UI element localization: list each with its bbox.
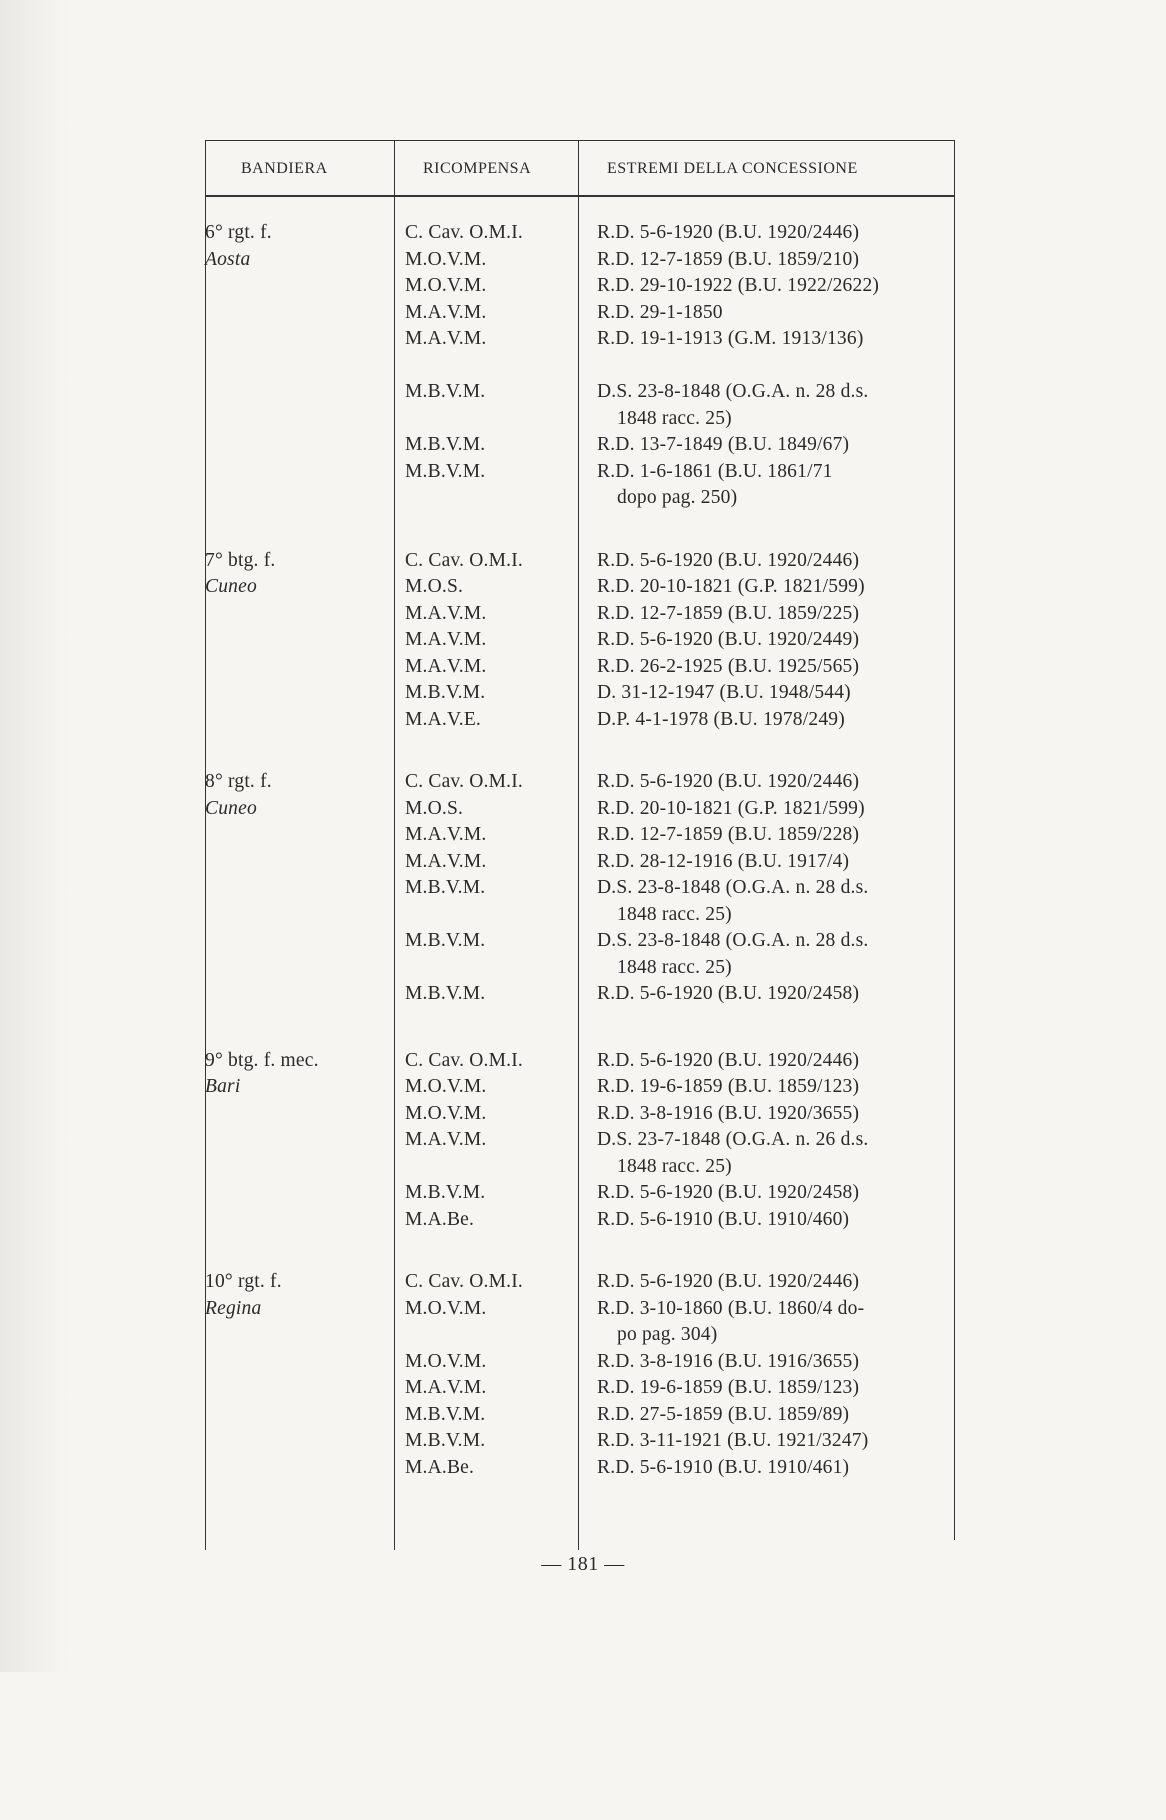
- concession-reference: dopo pag. 250): [617, 487, 738, 508]
- award-name: M.B.V.M.: [405, 930, 486, 951]
- header-estremi: ESTREMI DELLA CONCESSIONE: [607, 160, 858, 177]
- concession-reference: R.D. 5-6-1920 (B.U. 1920/2446): [597, 1271, 860, 1292]
- award-name: M.O.V.M.: [405, 1076, 487, 1097]
- concession-reference: D.S. 23-8-1848 (O.G.A. n. 28 d.s.: [597, 381, 869, 402]
- concession-reference: R.D. 5-6-1920 (B.U. 1920/2458): [597, 983, 860, 1004]
- award-name: M.B.V.M.: [405, 381, 486, 402]
- award-name: M.A.Be.: [405, 1456, 475, 1478]
- unit-place: Regina: [205, 1297, 262, 1319]
- concession-reference: D.P. 4-1-1978 (B.U. 1978/249): [597, 708, 845, 730]
- concession-reference: R.D. 19-6-1859 (B.U. 1859/123): [597, 1377, 860, 1398]
- unit-place: Bari: [205, 1076, 241, 1097]
- row-spacer: [405, 1322, 565, 1349]
- concession-reference: R.D. 28-12-1916 (B.U. 1917/4): [597, 850, 850, 872]
- award-name: M.O.V.M.: [405, 1350, 487, 1372]
- concession-reference: R.D. 5-6-1910 (B.U. 1910/460): [597, 1208, 850, 1230]
- unit-place: Cuneo: [205, 576, 257, 597]
- concession-reference: R.D. 5-6-1920 (B.U. 1920/2446): [597, 771, 860, 792]
- concession-reference: R.D. 5-6-1920 (B.U. 1920/2458): [597, 1182, 860, 1203]
- row-spacer: [405, 955, 565, 982]
- unit-name: 10° rgt. f.: [205, 1271, 282, 1292]
- concession-reference: R.D. 19-6-1859 (B.U. 1859/123): [597, 1076, 860, 1097]
- concession-reference: R.D. 5-6-1920 (B.U. 1920/2446): [597, 222, 860, 243]
- award-name: M.A.V.M.: [405, 850, 487, 872]
- award-name: M.O.S.: [405, 797, 464, 819]
- header-bandiera: BANDIERA: [241, 160, 328, 177]
- concession-reference: R.D. 20-10-1821 (G.P. 1821/599): [597, 576, 865, 597]
- row-spacer: [405, 485, 565, 512]
- concession-reference: 1848 racc. 25): [617, 1155, 732, 1177]
- ricompensa-cell: [405, 769, 565, 1008]
- concession-reference: R.D. 5-6-1910 (B.U. 1910/461): [597, 1456, 850, 1478]
- row-spacer: [405, 902, 565, 929]
- concession-reference: R.D. 3-8-1916 (B.U. 1916/3655): [597, 1350, 860, 1372]
- concession-reference: 1848 racc. 25): [617, 903, 732, 925]
- row-spacer: [405, 1154, 565, 1181]
- award-name: M.O.V.M.: [405, 248, 487, 270]
- award-name: M.B.V.M.: [405, 682, 486, 703]
- concession-reference: R.D. 5-6-1920 (B.U. 1920/2449): [597, 629, 860, 650]
- table-left-border: [205, 140, 206, 1550]
- award-name: M.O.V.M.: [405, 1102, 487, 1124]
- award-name: M.B.V.M.: [405, 1430, 486, 1451]
- ricompensa-cell: [405, 548, 565, 734]
- unit-name: 7° btg. f.: [205, 549, 276, 571]
- award-name: M.A.V.E.: [405, 708, 482, 730]
- column-divider-2: [578, 140, 579, 1550]
- unit-place: Cuneo: [205, 797, 257, 819]
- concession-reference: D. 31-12-1947 (B.U. 1948/544): [597, 682, 851, 703]
- column-divider-1: [394, 140, 395, 1550]
- award-name: C. Cav. O.M.I.: [405, 1271, 523, 1292]
- concession-reference: R.D. 19-1-1913 (G.M. 1913/136): [597, 328, 864, 349]
- concession-reference: R.D. 3-11-1921 (B.U. 1921/3247): [597, 1430, 869, 1451]
- award-name: M.A.V.M.: [405, 301, 487, 323]
- concession-reference: [597, 353, 947, 380]
- award-name: M.A.V.M.: [405, 602, 487, 624]
- concession-reference: R.D. 3-8-1916 (B.U. 1920/3655): [597, 1102, 860, 1124]
- award-name: M.B.V.M.: [405, 460, 486, 482]
- award-name: C. Cav. O.M.I.: [405, 549, 523, 571]
- unit-name: 6° rgt. f.: [205, 222, 272, 243]
- concession-reference: R.D. 1-6-1861 (B.U. 1861/71: [597, 460, 833, 482]
- concession-reference: R.D. 5-6-1920 (B.U. 1920/2446): [597, 549, 860, 571]
- concession-reference: R.D. 29-10-1922 (B.U. 1922/2622): [597, 275, 880, 296]
- award-name: M.A.V.M.: [405, 1377, 487, 1398]
- concession-reference: D.S. 23-8-1848 (O.G.A. n. 28 d.s.: [597, 930, 869, 951]
- award-name: M.A.Be.: [405, 1208, 475, 1230]
- estremi-cell: [597, 1048, 947, 1234]
- bandiera-cell: [205, 769, 385, 822]
- unit-place: Aosta: [205, 248, 251, 270]
- award-name: M.O.V.M.: [405, 1297, 487, 1319]
- row-spacer: [405, 406, 565, 433]
- award-name: C. Cav. O.M.I.: [405, 771, 523, 792]
- concession-reference: R.D. 27-5-1859 (B.U. 1859/89): [597, 1403, 850, 1425]
- unit-name: 8° rgt. f.: [205, 771, 272, 792]
- award-name: M.O.V.M.: [405, 275, 487, 296]
- award-name: M.A.V.M.: [405, 328, 487, 349]
- award-name: C. Cav. O.M.I.: [405, 1049, 523, 1071]
- award-name: C. Cav. O.M.I.: [405, 222, 523, 243]
- ricompensa-cell: [405, 220, 565, 512]
- estremi-cell: [597, 548, 947, 734]
- concession-reference: po pag. 304): [617, 1324, 718, 1345]
- estremi-cell: [597, 1269, 947, 1481]
- concession-reference: D.S. 23-7-1848 (O.G.A. n. 26 d.s.: [597, 1129, 869, 1150]
- concession-reference: D.S. 23-8-1848 (O.G.A. n. 28 d.s.: [597, 877, 869, 898]
- ricompensa-cell: [405, 1269, 565, 1481]
- page-number: — 181 —: [541, 1553, 625, 1575]
- concession-reference: R.D. 5-6-1920 (B.U. 1920/2446): [597, 1049, 860, 1071]
- concession-reference: R.D. 12-7-1859 (B.U. 1859/210): [597, 248, 860, 270]
- award-name: M.A.V.M.: [405, 655, 487, 677]
- estremi-cell: [597, 769, 947, 1008]
- concession-reference: R.D. 20-10-1821 (G.P. 1821/599): [597, 797, 865, 819]
- concession-reference: R.D. 3-10-1860 (B.U. 1860/4 do-: [597, 1297, 865, 1319]
- award-name: M.A.V.M.: [405, 629, 487, 650]
- award-name: [405, 353, 565, 380]
- award-name: M.B.V.M.: [405, 1403, 486, 1425]
- award-name: M.B.V.M.: [405, 1182, 486, 1203]
- unit-name: 9° btg. f. mec.: [205, 1049, 319, 1071]
- concession-reference: R.D. 13-7-1849 (B.U. 1849/67): [597, 434, 850, 455]
- concession-reference: R.D. 29-1-1850: [597, 301, 723, 323]
- estremi-cell: [597, 220, 947, 512]
- ricompensa-cell: [405, 1048, 565, 1234]
- bandiera-cell: [205, 1269, 385, 1322]
- table-top-rule: [205, 140, 955, 141]
- award-name: M.B.V.M.: [405, 983, 486, 1004]
- award-name: M.A.V.M.: [405, 1129, 487, 1150]
- award-name: M.A.V.M.: [405, 824, 487, 845]
- bandiera-cell: [205, 1048, 385, 1101]
- table-header-rule: [205, 195, 955, 197]
- concession-reference: 1848 racc. 25): [617, 956, 732, 978]
- award-name: M.B.V.M.: [405, 877, 486, 898]
- concession-reference: R.D. 12-7-1859 (B.U. 1859/228): [597, 824, 860, 845]
- concession-reference: 1848 racc. 25): [617, 407, 732, 429]
- page-edge-shadow: [0, 0, 70, 1672]
- header-ricompensa: RICOMPENSA: [423, 160, 532, 177]
- concession-reference: R.D. 12-7-1859 (B.U. 1859/225): [597, 602, 860, 624]
- award-name: M.O.S.: [405, 576, 464, 597]
- bandiera-cell: [205, 548, 385, 601]
- table-right-border: [954, 140, 955, 1540]
- concession-reference: R.D. 26-2-1925 (B.U. 1925/565): [597, 655, 860, 677]
- award-name: M.B.V.M.: [405, 434, 486, 455]
- bandiera-cell: [205, 220, 385, 273]
